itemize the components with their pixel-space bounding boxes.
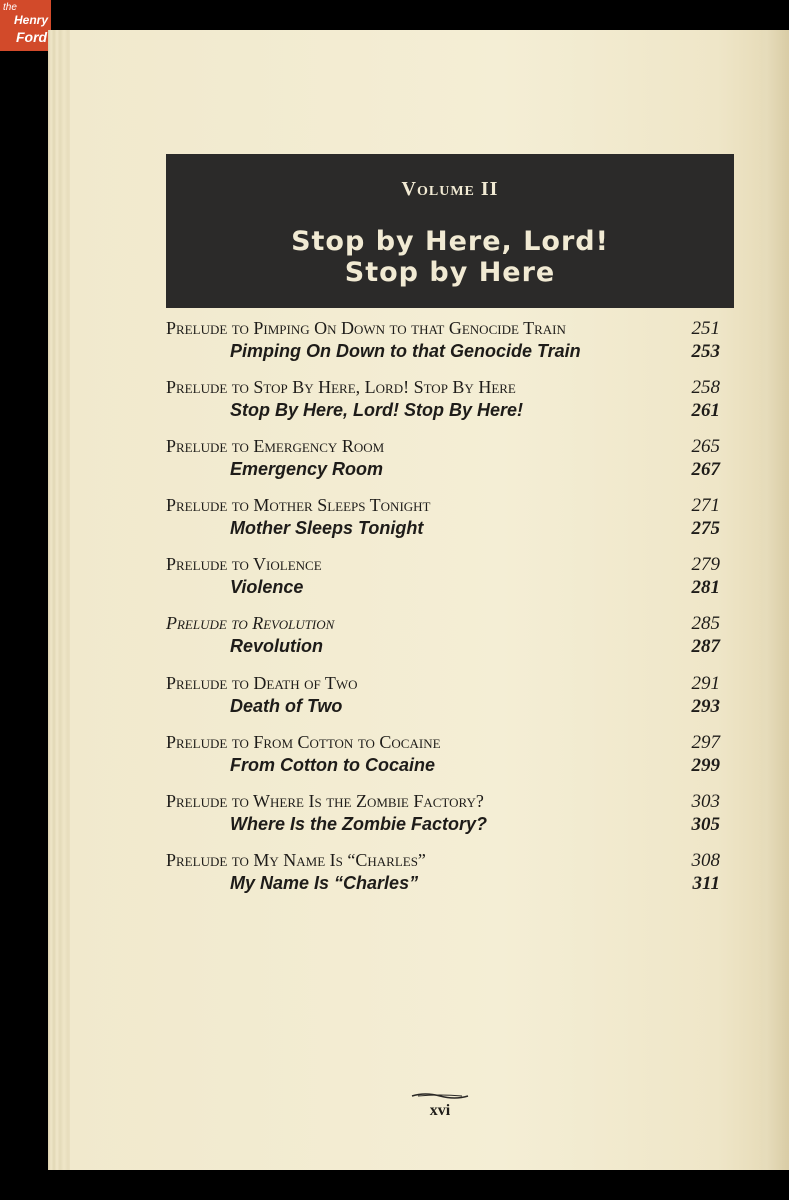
prelude-page: 279: [691, 554, 720, 576]
toc-entry: [166, 671, 720, 730]
page-number: xvi: [429, 1102, 451, 1119]
prelude-page: 265: [691, 436, 720, 458]
toc-entry: [166, 552, 720, 611]
chapter-title: Mother Sleeps Tonight: [230, 518, 424, 539]
chapter-title: From Cotton to Cocaine: [230, 754, 435, 775]
chapter-title: My Name Is “Charles”: [230, 872, 419, 893]
prelude-page: 271: [691, 495, 720, 517]
chapter-title: Emergency Room: [230, 459, 384, 480]
logo-henry: Henry: [14, 13, 49, 27]
chapter-title: Pimping On Down to that Genocide Train: [230, 341, 581, 361]
prelude-title: Prelude to Pimping On Down to that Genocide Train: [166, 318, 566, 338]
henry-ford-logo: [0, 0, 51, 51]
chapter-title: Where Is the Zombie Factory?: [230, 813, 488, 834]
prelude-title: Prelude to Emergency Room: [166, 436, 385, 457]
toc-entry: [166, 848, 720, 907]
prelude-page: 291: [691, 672, 720, 694]
prelude-title: Prelude to Death of Two: [166, 672, 358, 693]
toc-entry: [166, 611, 720, 670]
chapter-title: Revolution: [230, 636, 323, 657]
toc-entry: [166, 316, 720, 375]
chapter-page: 275: [691, 518, 720, 540]
page-footer: [410, 1092, 470, 1120]
prelude-title: Prelude to Stop By Here, Lord! Stop By Here: [166, 377, 516, 398]
ornament-icon: [410, 1092, 470, 1100]
chapter-page: 287: [691, 636, 720, 658]
facing-page-edge: [757, 30, 789, 1170]
prelude-page: 303: [691, 790, 720, 812]
table-of-contents: [166, 316, 720, 907]
prelude-page: 258: [691, 377, 720, 399]
chapter-page: 311: [692, 872, 720, 894]
volume-title-line1: Stop by Here, Lord!: [291, 226, 609, 257]
logo-the: the: [3, 2, 17, 13]
chapter-title: Stop By Here, Lord! Stop By Here!: [230, 400, 524, 421]
toc-entry: [166, 493, 720, 552]
toc-entry: [166, 434, 720, 493]
volume-label: Volume II: [401, 178, 499, 200]
prelude-title: Prelude to My Name Is “Charles”: [166, 849, 426, 870]
volume-title-line2: Stop by Here: [344, 257, 556, 288]
prelude-title: Prelude to Revolution: [166, 613, 335, 634]
prelude-page: 285: [691, 613, 720, 635]
chapter-page: 293: [691, 695, 720, 717]
logo-ford: Ford: [16, 29, 48, 45]
prelude-page: 308: [691, 849, 720, 871]
toc-entry: [166, 730, 720, 789]
chapter-page: 267: [691, 459, 720, 481]
chapter-page: 305: [691, 813, 720, 835]
chapter-page: 281: [691, 577, 720, 599]
chapter-title: Violence: [230, 577, 304, 598]
prelude-title: Prelude to Violence: [166, 554, 322, 575]
volume-header: [166, 154, 734, 308]
toc-entry: [166, 375, 720, 434]
chapter-page: 299: [691, 754, 720, 776]
prelude-title: Prelude to Mother Sleeps Tonight: [166, 495, 431, 516]
chapter-page: 253: [691, 341, 720, 362]
prelude-page: 297: [691, 731, 720, 753]
chapter-title: Death of Two: [230, 695, 343, 716]
prelude-title: Prelude to From Cotton to Cocaine: [166, 731, 441, 752]
chapter-page: 261: [691, 400, 720, 422]
prelude-title: Prelude to Where Is the Zombie Factory?: [166, 790, 484, 811]
prelude-page: 251: [691, 318, 720, 339]
toc-entry: [166, 789, 720, 848]
